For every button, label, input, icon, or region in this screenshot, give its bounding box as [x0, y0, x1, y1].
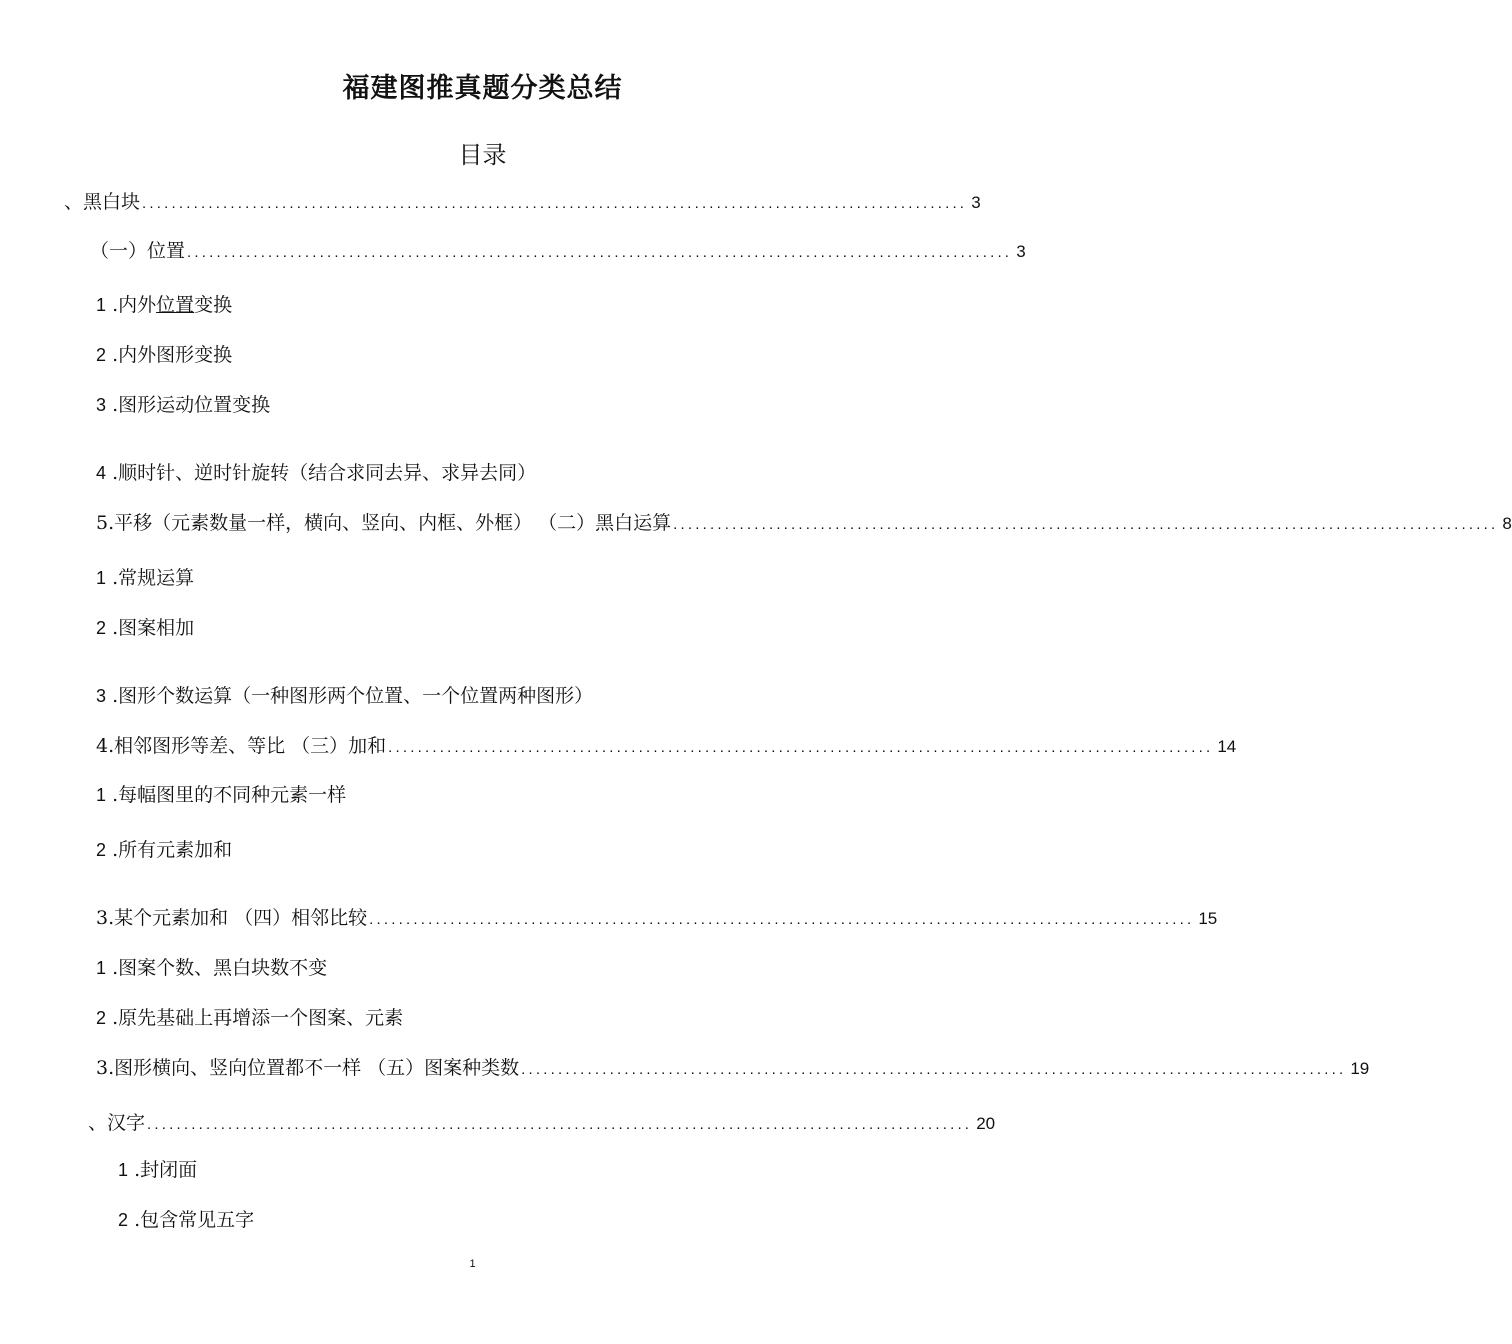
- toc-entry[interactable]: [96, 782, 346, 808]
- toc-entry-number: 1: [96, 568, 107, 588]
- toc-entry[interactable]: [64, 189, 981, 217]
- toc-entry[interactable]: [96, 342, 232, 368]
- toc-entry-text: .封闭面: [134, 1159, 198, 1181]
- toc-entry-page: 3: [1016, 242, 1026, 261]
- toc-entry-text: .内外: [112, 294, 157, 316]
- toc-entry-label: 3.图形横向、竖向位置都不一样 （五）图案种类数: [96, 1057, 520, 1079]
- toc-entry[interactable]: [96, 683, 593, 709]
- toc-leader-dots: ................................................................................................................: [187, 244, 1013, 261]
- toc-entry-underlined-text: 位置: [156, 294, 195, 316]
- toc-entry-number: 1: [96, 295, 107, 315]
- toc-entry-text: .原先基础上再增添一个图案、元素: [112, 1007, 404, 1029]
- toc-entry-label: 、汉字: [88, 1112, 146, 1134]
- toc-entry-text: .每幅图里的不同种元素一样: [112, 784, 347, 806]
- toc-entry-text: .所有元素加和: [112, 839, 233, 861]
- toc-entry-number: 2: [96, 840, 107, 860]
- toc-entry[interactable]: [96, 837, 232, 863]
- toc-entry[interactable]: [96, 292, 232, 318]
- toc-entry-number: 3: [96, 686, 107, 706]
- toc-entry[interactable]: [96, 905, 1218, 933]
- toc-entry[interactable]: [118, 1157, 197, 1183]
- toc-entry-number: 2: [96, 1008, 107, 1028]
- toc-entry[interactable]: [96, 565, 194, 591]
- toc-entry-text: .顺时针、逆时针旋转（结合求同去异、求异去同）: [112, 462, 537, 484]
- toc-entry-text: .图形运动位置变换: [112, 394, 271, 416]
- document-title: 福建图推真题分类总结: [342, 73, 623, 104]
- toc-entry-text: .图形个数运算（一种图形两个位置、一个位置两种图形）: [112, 685, 594, 707]
- toc-entry-number: 1: [118, 1160, 129, 1180]
- toc-heading: 目录: [458, 141, 507, 169]
- toc-entry[interactable]: [96, 460, 536, 486]
- toc-entry[interactable]: [88, 1110, 996, 1138]
- toc-entry-number: 3: [96, 395, 107, 415]
- toc-entry-text: 变换: [194, 294, 233, 316]
- toc-entry-text: .常规运算: [112, 567, 195, 589]
- toc-leader-dots: ................................................................................................................: [147, 1116, 973, 1133]
- toc-leader-dots: ................................................................................................................: [673, 516, 1499, 533]
- toc-entry-number: 1: [96, 958, 107, 978]
- toc-entry[interactable]: [96, 392, 270, 418]
- toc-entry-text: .图案相加: [112, 617, 195, 639]
- toc-entry-page: 3: [971, 193, 981, 212]
- toc-entry-page: 8: [1502, 514, 1512, 533]
- toc-entry-label: 、黑白块: [64, 191, 141, 213]
- toc-entry-number: 4: [96, 463, 107, 483]
- toc-entry-text: .包含常见五字: [134, 1209, 255, 1231]
- toc-entry[interactable]: [96, 1005, 403, 1031]
- toc-entry-text: .内外图形变换: [112, 344, 233, 366]
- toc-entry[interactable]: [96, 615, 194, 641]
- toc-entry[interactable]: [96, 510, 1512, 538]
- toc-entry-label: 3.某个元素加和 （四）相邻比较: [96, 907, 368, 929]
- toc-entry-page: 20: [976, 1114, 996, 1133]
- toc-leader-dots: ................................................................................................................: [388, 739, 1214, 756]
- toc-entry[interactable]: [96, 733, 1237, 761]
- toc-entry-page: 15: [1198, 909, 1218, 928]
- toc-entry-label: （一）位置: [90, 240, 186, 262]
- toc-entry-label: 4.相邻图形等差、等比 （三）加和: [96, 735, 387, 757]
- toc-entry-number: 2: [96, 345, 107, 365]
- toc-entry-page: 19: [1350, 1059, 1370, 1078]
- toc-leader-dots: ................................................................................................................: [521, 1061, 1347, 1078]
- toc-entry[interactable]: [90, 238, 1026, 266]
- toc-entry-number: 1: [96, 785, 107, 805]
- toc-leader-dots: ................................................................................................................: [142, 195, 968, 212]
- toc-entry[interactable]: [96, 955, 327, 981]
- toc-entry-label: 5.平移（元素数量一样，横向、竖向、内框、外框） （二）黑白运算: [96, 512, 672, 534]
- toc-entry-page: 14: [1217, 737, 1237, 756]
- toc-entry-number: 2: [96, 618, 107, 638]
- toc-leader-dots: ................................................................................................................: [369, 911, 1195, 928]
- toc-entry-text: .图案个数、黑白块数不变: [112, 957, 328, 979]
- toc-entry[interactable]: [96, 1055, 1370, 1083]
- toc-entry[interactable]: [118, 1207, 254, 1233]
- toc-entry-number: 2: [118, 1210, 129, 1230]
- page-number: 1: [469, 1258, 476, 1270]
